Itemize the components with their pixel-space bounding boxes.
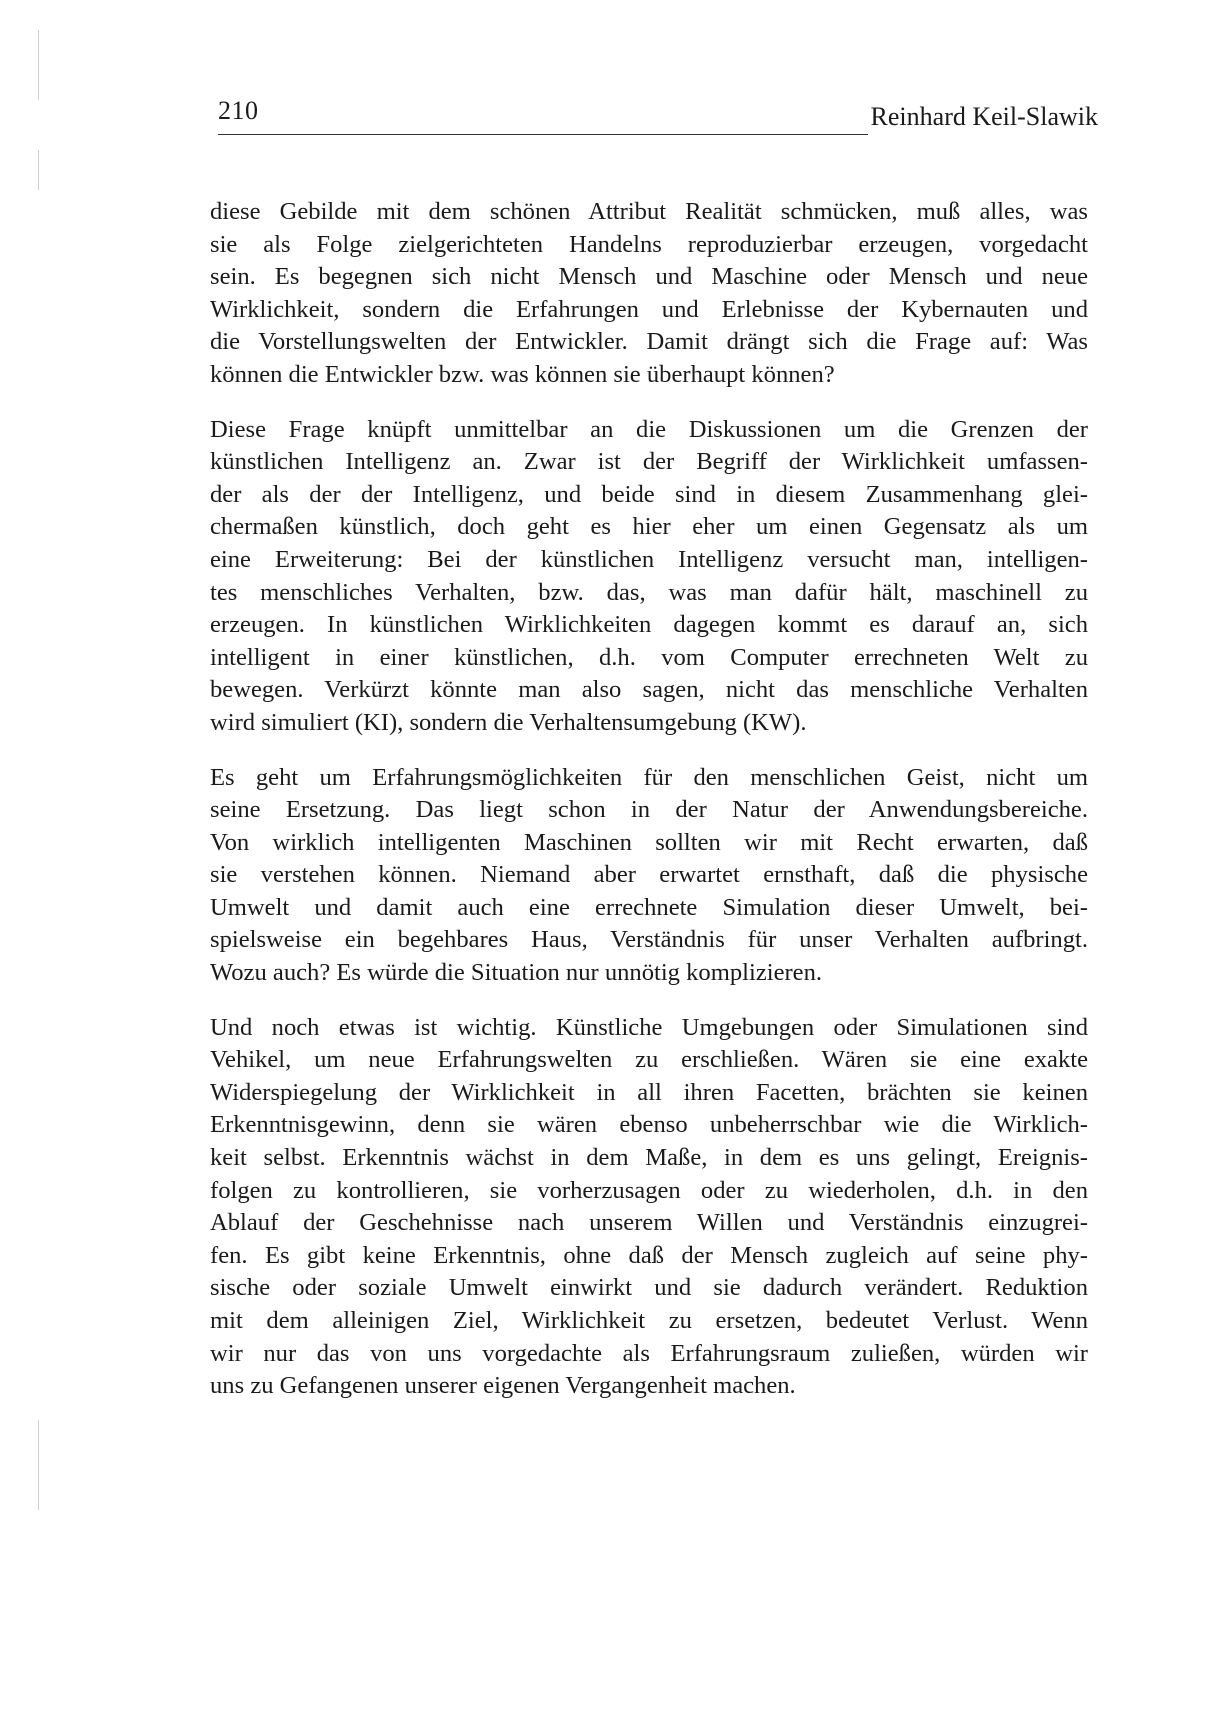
header-rule bbox=[218, 134, 868, 135]
text-line: wird simuliert (KI), sondern die Verhaltensumgebung (KW). bbox=[210, 708, 807, 736]
text-line: Und noch etwas ist wichtig. Künstliche Umgebungen oder Simulationen sind bbox=[210, 1013, 1088, 1041]
text-line: sische oder soziale Umwelt einwirkt und sie dadurch verändert. Reduktion bbox=[210, 1274, 1088, 1302]
text-line: diese Gebilde mit dem schönen Attribut Realität schmücken, muß alles, was bbox=[210, 198, 1088, 225]
text-line: Widerspiegelung der Wirklichkeit in all ihren Facetten, brächten sie keinen bbox=[210, 1078, 1088, 1106]
text-line: eine Erweiterung: Bei der künstlichen Intelligenz versucht man, intelligen- bbox=[210, 545, 1088, 573]
paragraph bbox=[210, 414, 1088, 740]
text-line: intelligent in einer künstlichen, d.h. vom Computer errechneten Welt zu bbox=[210, 643, 1088, 671]
text-line: der als der der Intelligenz, und beide sind in diesem Zusammenhang glei- bbox=[210, 480, 1088, 508]
text-line: keit selbst. Erkenntnis wächst in dem Maße, in dem es uns gelingt, Ereignis- bbox=[210, 1144, 1088, 1172]
page-header bbox=[218, 96, 1098, 138]
paragraph bbox=[210, 196, 1088, 392]
text-line: Es geht um Erfahrungsmöglichkeiten für den menschlichen Geist, nicht um bbox=[210, 763, 1088, 791]
text-line: Ablauf der Geschehnisse nach unserem Willen und Verständnis einzugrei- bbox=[210, 1209, 1088, 1237]
page-number: 210 bbox=[218, 96, 259, 125]
text-line: künstlichen Intelligenz an. Zwar ist der Begriff der Wirklichkeit umfassen- bbox=[210, 448, 1088, 476]
text-line: erzeugen. In künstlichen Wirklichkeiten dagegen kommt es darauf an, sich bbox=[210, 611, 1088, 639]
paragraph bbox=[210, 762, 1088, 990]
scan-edge-mark bbox=[38, 150, 39, 190]
scan-edge-mark bbox=[38, 30, 39, 100]
text-line: Diese Frage knüpft unmittelbar an die Diskussionen um die Grenzen der bbox=[210, 415, 1088, 443]
text-line: die Vorstellungswelten der Entwickler. Damit drängt sich die Frage auf: Was bbox=[210, 328, 1088, 356]
text-line: Wirklichkeit, sondern die Erfahrungen und Erlebnisse der Kybernauten und bbox=[210, 295, 1088, 323]
text-line: bewegen. Verkürzt könnte man also sagen, nicht das menschliche Verhalten bbox=[210, 676, 1088, 704]
text-line: Von wirklich intelligenten Maschinen sollten wir mit Recht erwarten, daß bbox=[210, 828, 1088, 856]
text-line: mit dem alleinigen Ziel, Wirklichkeit zu ersetzen, bedeutet Verlust. Wenn bbox=[210, 1307, 1088, 1334]
text-line: tes menschliches Verhalten, bzw. das, was man dafür hält, maschinell zu bbox=[210, 578, 1088, 606]
body-text bbox=[210, 196, 1088, 1425]
text-line: sie als Folge zielgerichteten Handelns reproduzierbar erzeugen, vorgedacht bbox=[210, 230, 1088, 258]
text-line: fen. Es gibt keine Erkenntnis, ohne daß der Mensch zugleich auf seine phy- bbox=[210, 1241, 1088, 1269]
text-line: uns zu Gefangenen unserer eigenen Vergangenheit machen. bbox=[210, 1372, 796, 1400]
text-line: chermaßen künstlich, doch geht es hier eher um einen Gegensatz als um bbox=[210, 513, 1088, 541]
text-line: spielsweise ein begehbares Haus, Verständnis für unser Verhalten aufbringt. bbox=[210, 926, 1088, 954]
text-line: wir nur das von uns vorgedachte als Erfahrungsraum zuließen, würden wir bbox=[210, 1339, 1088, 1367]
scan-edge-mark bbox=[38, 1420, 39, 1510]
text-line: seine Ersetzung. Das liegt schon in der Natur der Anwendungsbereiche. bbox=[210, 796, 1088, 824]
text-line: können die Entwickler bzw. was können sie überhaupt können? bbox=[210, 360, 835, 388]
paragraph bbox=[210, 1012, 1088, 1403]
text-line: Vehikel, um neue Erfahrungswelten zu erschließen. Wären sie eine exakte bbox=[210, 1046, 1088, 1074]
text-line: sein. Es begegnen sich nicht Mensch und Maschine oder Mensch und neue bbox=[210, 263, 1088, 291]
text-line: sie verstehen können. Niemand aber erwartet ernsthaft, daß die physische bbox=[210, 861, 1088, 889]
text-line: folgen zu kontrollieren, sie vorherzusagen oder zu wiederholen, d.h. in den bbox=[210, 1176, 1088, 1204]
text-line: Umwelt und damit auch eine errechnete Simulation dieser Umwelt, bei- bbox=[210, 893, 1088, 921]
running-head: Reinhard Keil-Slawik bbox=[870, 102, 1098, 131]
text-line: Erkenntnisgewinn, denn sie wären ebenso unbeherrschbar wie die Wirklich- bbox=[210, 1111, 1088, 1139]
text-line: Wozu auch? Es würde die Situation nur unnötig komplizieren. bbox=[210, 959, 823, 987]
